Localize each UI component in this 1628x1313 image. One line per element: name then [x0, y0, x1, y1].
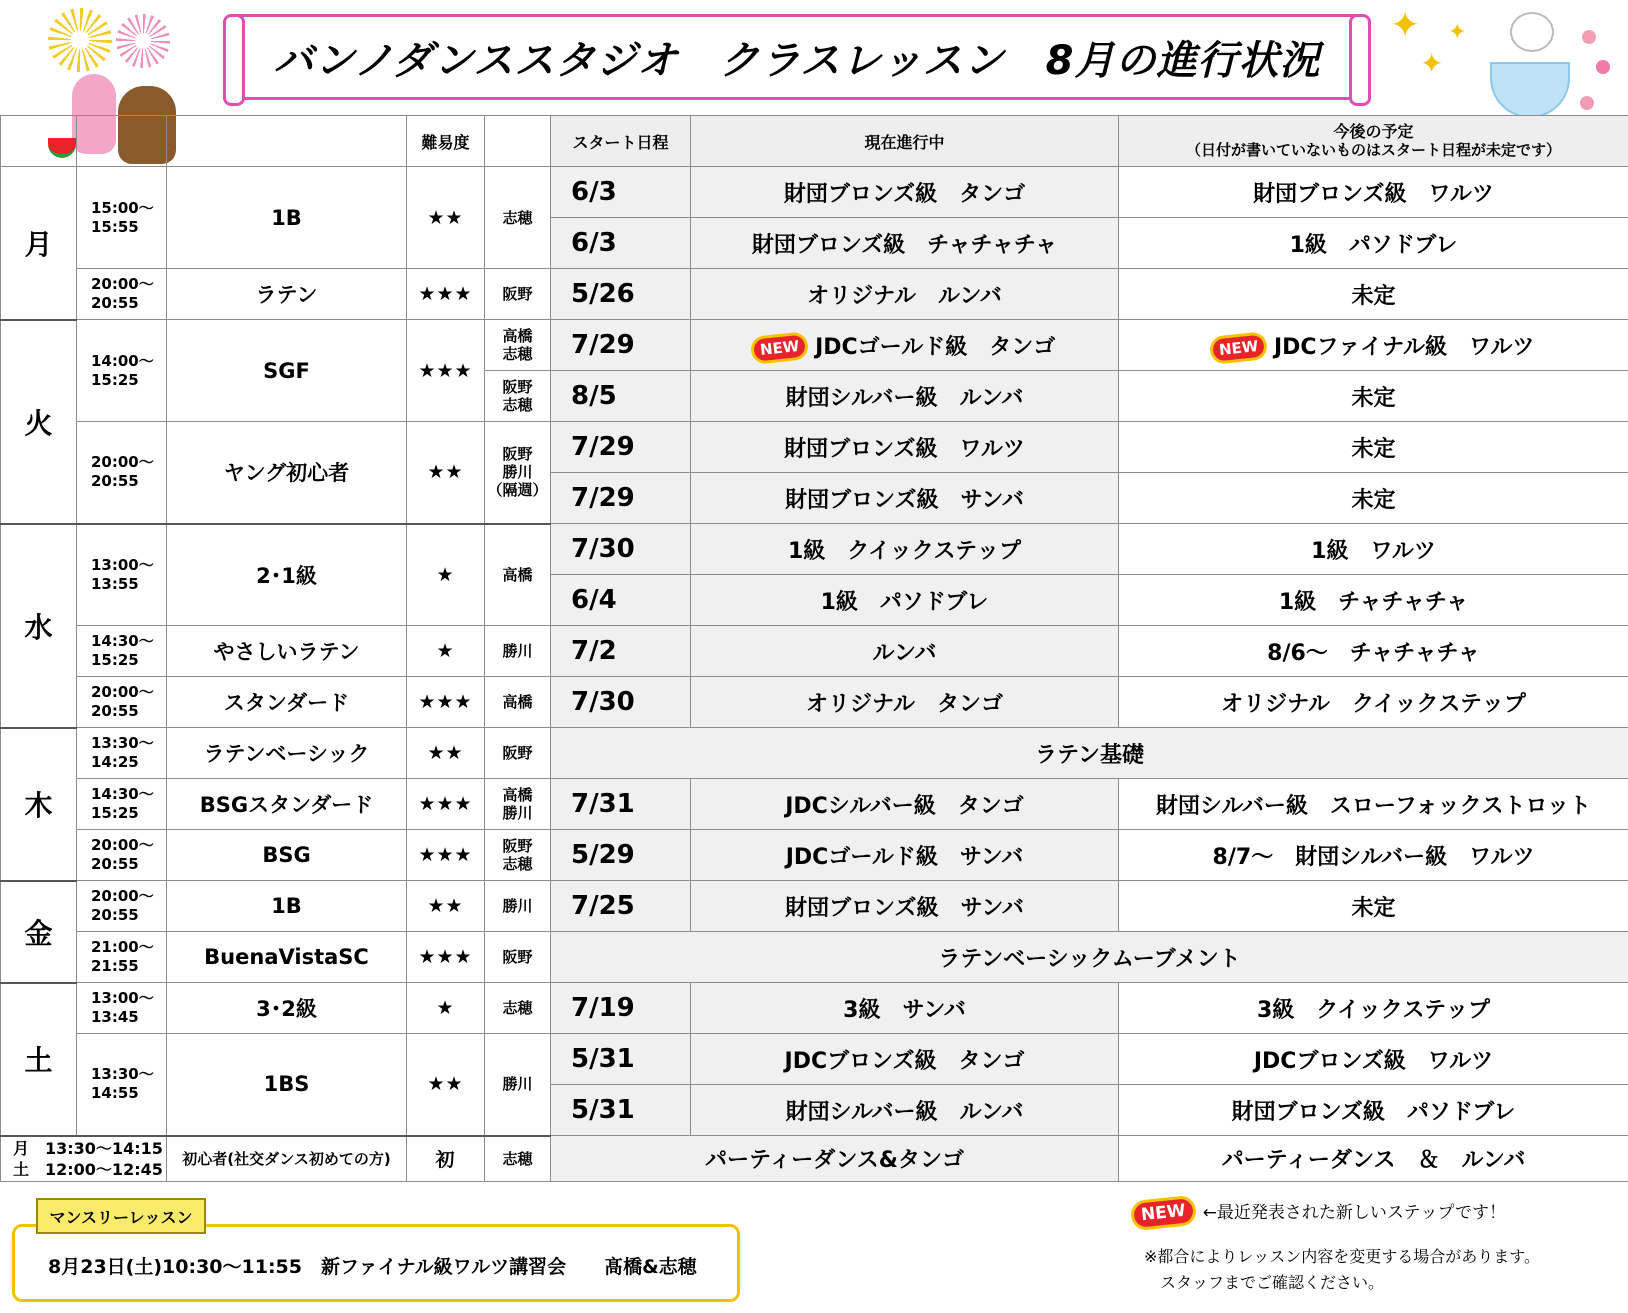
teacher-cell: 高橋 勝川	[485, 779, 551, 830]
teacher-cell: 勝川	[485, 1034, 551, 1136]
future-lesson: パーティーダンス ＆ ルンバ	[1119, 1136, 1628, 1182]
teacher-cell: 志穂	[485, 983, 551, 1034]
teacher-cell: 志穂	[485, 1136, 551, 1182]
difficulty-stars: ★★★	[407, 932, 485, 983]
table-row	[1, 320, 1628, 371]
class-name: SGF	[167, 320, 407, 422]
table-row	[1, 728, 1628, 779]
teacher-cell: 高橋 志穂	[485, 320, 551, 371]
difficulty-stars: ★★★	[407, 677, 485, 728]
future-lesson: 1級 パソドブレ	[1119, 218, 1628, 269]
current-lesson: 財団シルバー級 ルンバ	[691, 371, 1119, 422]
current-lesson: ルンバ	[691, 626, 1119, 677]
difficulty-stars: ★★★	[407, 830, 485, 881]
future-lesson: 財団ブロンズ級 ワルツ	[1119, 167, 1628, 218]
new-badge: NEW	[1133, 1198, 1194, 1228]
new-badge: NEW	[1212, 334, 1265, 361]
future-lesson: 未定	[1119, 473, 1628, 524]
start-date: 6/3	[551, 167, 691, 218]
time-cell: 20:00～ 20:55	[77, 269, 167, 320]
difficulty-stars: ★★	[407, 422, 485, 524]
difficulty-stars: ★★★	[407, 779, 485, 830]
time-cell: 13:30～ 14:55	[77, 1034, 167, 1136]
current-lesson: 3級 サンバ	[691, 983, 1119, 1034]
difficulty-stars: ★	[407, 626, 485, 677]
header-start: スタート日程	[551, 116, 691, 167]
difficulty-stars: ★	[407, 983, 485, 1034]
firework-icon	[116, 14, 170, 68]
start-date: 5/31	[551, 1034, 691, 1085]
start-date: 7/30	[551, 524, 691, 575]
future-lesson: JDCブロンズ級 ワルツ	[1119, 1034, 1628, 1085]
table-row	[1, 626, 1628, 677]
teacher-cell: 高橋	[485, 677, 551, 728]
future-lesson: 8/6～ チャチャチャ	[1119, 626, 1628, 677]
teacher-cell: 志穂	[485, 167, 551, 269]
flower-icon	[1580, 96, 1594, 110]
sparkle-icon: ✦	[1420, 47, 1444, 80]
future-lesson: 8/7～ 財団シルバー級 ワルツ	[1119, 830, 1628, 881]
day-cell: 月	[1, 167, 77, 320]
table-row	[1, 1034, 1628, 1085]
class-name: ラテンベーシック	[167, 728, 407, 779]
note-line2: スタッフまでご確認ください。	[1144, 1273, 1385, 1292]
time-cell: 21:00～ 21:55	[77, 932, 167, 983]
table-row	[1, 422, 1628, 473]
class-name: BuenaVistaSC	[167, 932, 407, 983]
difficulty-stars: ★★	[407, 881, 485, 932]
future-lesson: 1級 ワルツ	[1119, 524, 1628, 575]
start-date: 5/29	[551, 830, 691, 881]
page-title: バンノダンススタジオ クラスレッスン 8月の進行状況	[273, 37, 1321, 84]
day-cell: 金	[1, 881, 77, 983]
flower-icon	[1596, 60, 1610, 74]
time-cell: 14:00～ 15:25	[77, 320, 167, 422]
future-lesson: 未定	[1119, 269, 1628, 320]
start-date: 7/19	[551, 983, 691, 1034]
teacher-cell: 阪野 志穂	[485, 371, 551, 422]
class-name: 初心者(社交ダンス初めての方)	[167, 1136, 407, 1182]
class-name: 3･2級	[167, 983, 407, 1034]
day-cell: 水	[1, 524, 77, 728]
table-row	[1, 932, 1628, 983]
start-date: 7/29	[551, 473, 691, 524]
future-lesson: NEW JDCファイナル級 ワルツ	[1119, 320, 1628, 371]
start-date: 6/4	[551, 575, 691, 626]
time-cell: 20:00～ 20:55	[77, 677, 167, 728]
current-lesson: 財団ブロンズ級 タンゴ	[691, 167, 1119, 218]
current-lesson: パーティーダンス&タンゴ	[551, 1136, 1119, 1182]
difficulty-stars: ★★	[407, 728, 485, 779]
start-date: 7/30	[551, 677, 691, 728]
future-lesson: 未定	[1119, 881, 1628, 932]
table-row	[1, 779, 1628, 830]
time-cell: 14:30～ 15:25	[77, 626, 167, 677]
change-note	[1144, 1244, 1540, 1296]
current-lesson: JDCゴールド級 サンバ	[691, 830, 1119, 881]
current-lesson: 財団シルバー級 ルンバ	[691, 1085, 1119, 1136]
day-cell: 木	[1, 728, 77, 881]
difficulty-stars: ★	[407, 524, 485, 626]
teacher-cell: 阪野 勝川 （隔週）	[485, 422, 551, 524]
header-future	[1119, 116, 1628, 167]
time-cell: 15:00～ 15:55	[77, 167, 167, 269]
teacher-cell: 阪野	[485, 269, 551, 320]
current-lesson: NEW JDCゴールド級 タンゴ	[691, 320, 1119, 371]
teacher-cell: 勝川	[485, 881, 551, 932]
start-date: 7/29	[551, 320, 691, 371]
current-lesson: JDCブロンズ級 タンゴ	[691, 1034, 1119, 1085]
class-name: 2･1級	[167, 524, 407, 626]
merged-lesson: ラテン基礎	[551, 728, 1628, 779]
title-banner	[232, 14, 1362, 100]
start-date: 5/31	[551, 1085, 691, 1136]
monthly-lesson-text: 8月23日(土)10:30～11:55 新ファイナル級ワルツ講習会 髙橋&志穂	[48, 1256, 697, 1278]
header-current: 現在進行中	[691, 116, 1119, 167]
current-lesson: 財団ブロンズ級 サンバ	[691, 473, 1119, 524]
table-row	[1, 167, 1628, 218]
difficulty-stars: ★★★	[407, 269, 485, 320]
time-cell: 13:00～ 13:45	[77, 983, 167, 1034]
class-name: やさしいラテン	[167, 626, 407, 677]
new-badge: NEW	[753, 334, 806, 361]
start-date: 7/25	[551, 881, 691, 932]
class-name: 1BS	[167, 1034, 407, 1136]
time-cell: 月 13:30～14:15 土 12:00～12:45	[1, 1136, 167, 1182]
merged-lesson: ラテンベーシックムーブメント	[551, 932, 1628, 983]
table-row	[1, 677, 1628, 728]
start-date: 8/5	[551, 371, 691, 422]
sparkle-icon: ✦	[1390, 5, 1421, 46]
teacher-cell: 勝川	[485, 626, 551, 677]
teacher-cell: 高橋	[485, 524, 551, 626]
note-line1: ※都合によりレッスン内容を変更する場合があります。	[1144, 1247, 1540, 1266]
teacher-cell: 阪野	[485, 728, 551, 779]
time-cell: 14:30～ 15:25	[77, 779, 167, 830]
table-row	[1, 269, 1628, 320]
future-lesson: 1級 チャチャチャ	[1119, 575, 1628, 626]
flower-icon	[1582, 30, 1596, 44]
schedule-table	[0, 115, 1628, 1182]
class-name: 1B	[167, 881, 407, 932]
time-cell: 20:00～ 20:55	[77, 422, 167, 524]
legend-text: ←最近発表された新しいステップです！	[1202, 1203, 1507, 1223]
teacher-cell: 阪野 志穂	[485, 830, 551, 881]
difficulty-stars: ★★★	[407, 320, 485, 422]
teacher-cell: 阪野	[485, 932, 551, 983]
polar-bear-icon	[1510, 12, 1554, 52]
future-lesson: 3級 クイックステップ	[1119, 983, 1628, 1034]
table-row	[1, 983, 1628, 1034]
time-cell: 20:00～ 20:55	[77, 881, 167, 932]
future-lesson: 未定	[1119, 371, 1628, 422]
current-lesson: 1級 パソドブレ	[691, 575, 1119, 626]
new-legend	[1134, 1198, 1506, 1225]
difficulty-stars: 初	[407, 1136, 485, 1182]
class-name: スタンダード	[167, 677, 407, 728]
difficulty-stars: ★★	[407, 167, 485, 269]
start-date: 7/29	[551, 422, 691, 473]
current-lesson: JDCシルバー級 タンゴ	[691, 779, 1119, 830]
current-lesson: 財団ブロンズ級 ワルツ	[691, 422, 1119, 473]
monthly-lesson-tag: マンスリーレッスン	[36, 1198, 206, 1234]
start-date: 5/26	[551, 269, 691, 320]
class-name: 1B	[167, 167, 407, 269]
current-lesson: 1級 クイックステップ	[691, 524, 1119, 575]
table-header-row	[1, 116, 1628, 167]
table-row	[1, 524, 1628, 575]
sparkle-icon: ✦	[1448, 20, 1467, 45]
header-future-line1: 今後の予定	[1333, 122, 1414, 141]
header-difficulty: 難易度	[407, 116, 485, 167]
time-cell: 20:00～ 20:55	[77, 830, 167, 881]
class-name: BSGスタンダード	[167, 779, 407, 830]
future-lesson: 未定	[1119, 422, 1628, 473]
current-lesson: オリジナル タンゴ	[691, 677, 1119, 728]
class-name: ラテン	[167, 269, 407, 320]
start-date: 6/3	[551, 218, 691, 269]
difficulty-stars: ★★	[407, 1034, 485, 1136]
current-lesson: 財団ブロンズ級 サンバ	[691, 881, 1119, 932]
firework-icon	[48, 8, 112, 72]
future-lesson: 財団シルバー級 スローフォックストロット	[1119, 779, 1628, 830]
table-row	[1, 830, 1628, 881]
start-date: 7/2	[551, 626, 691, 677]
start-date: 7/31	[551, 779, 691, 830]
time-cell: 13:30～ 14:25	[77, 728, 167, 779]
header-future-line2: （日付が書いていないものはスタート日程が未定です）	[1185, 141, 1561, 159]
table-row	[1, 881, 1628, 932]
future-lesson: オリジナル クイックステップ	[1119, 677, 1628, 728]
future-lesson: 財団ブロンズ級 パソドブレ	[1119, 1085, 1628, 1136]
class-name: ヤング初心者	[167, 422, 407, 524]
current-lesson: オリジナル ルンバ	[691, 269, 1119, 320]
day-cell: 土	[1, 983, 77, 1136]
time-cell: 13:00～ 13:55	[77, 524, 167, 626]
table-row	[1, 1136, 1628, 1182]
current-lesson: 財団ブロンズ級 チャチャチャ	[691, 218, 1119, 269]
day-cell: 火	[1, 320, 77, 524]
class-name: BSG	[167, 830, 407, 881]
